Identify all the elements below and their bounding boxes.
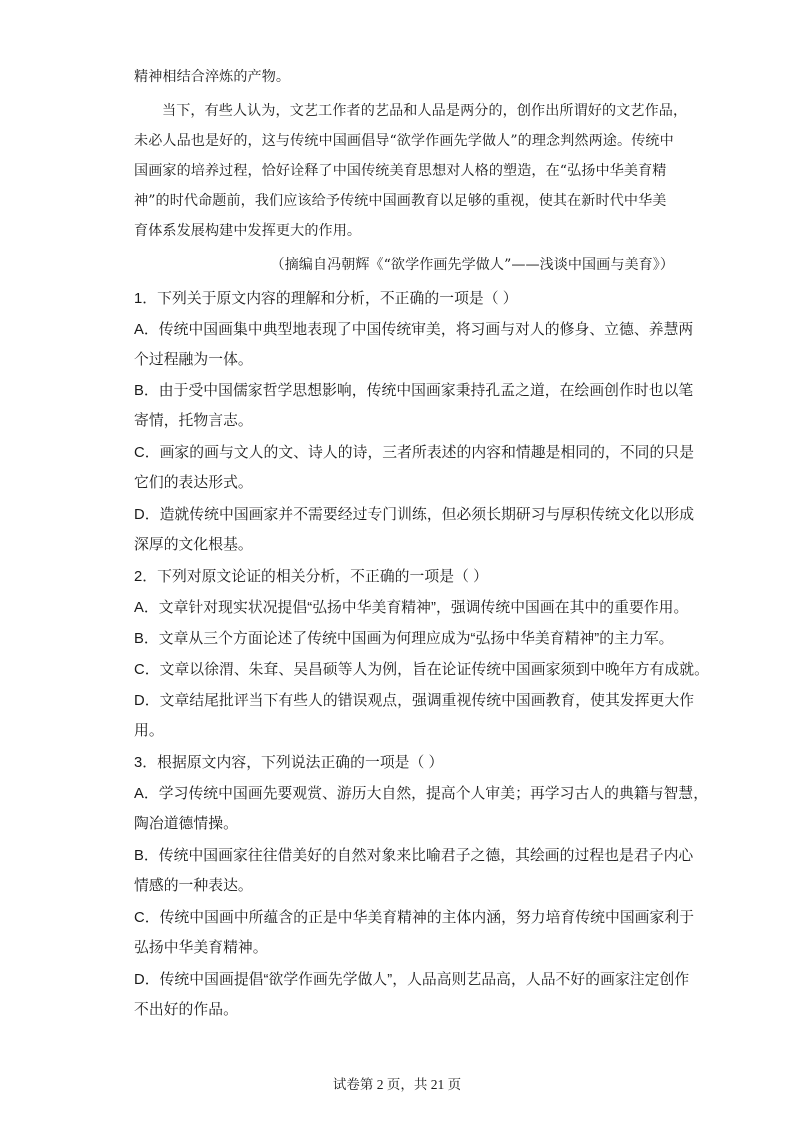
question-1-option-c-cont: 它们的表达形式。 bbox=[134, 475, 253, 491]
question-1-option-b: B．由于受中国儒家哲学思想影响，传统中国画家秉持孔孟之道，在绘画创作时也以笔 bbox=[134, 383, 694, 399]
passage-paragraph-start: 当下，有些人认为，文艺工作者的艺品和人品是两分的，创作出所谓好的文艺作品， bbox=[162, 103, 688, 119]
question-3-stem: 3．根据原文内容，下列说法正确的一项是（ ） bbox=[134, 755, 444, 771]
question-3-option-b-cont: 情感的一种表达。 bbox=[134, 878, 253, 894]
question-2-option-a: A．文章针对现实状况提倡“弘扬中华美育精神”，强调传统中国画在其中的重要作用。 bbox=[134, 600, 689, 616]
question-3-option-a: A．学习传统中国画先要观赏、游历大自然，提高个人审美；再学习古人的典籍与智慧， bbox=[134, 786, 709, 802]
question-1-option-d: D．造就传统中国画家并不需要经过专门训练，但必须长期研习与厚积传统文化以形成 bbox=[134, 507, 695, 523]
question-2-option-d: D．文章结尾批评当下有些人的错误观点，强调重视传统中国画教育，使其发挥更大作 bbox=[134, 693, 695, 709]
passage-line: 精神相结合淬炼的产物。 bbox=[134, 69, 291, 85]
passage-source: （摘编自冯朝辉《“欲学作画先学做人”——浅谈中国画与美育》） bbox=[270, 257, 674, 273]
question-3-option-d: D．传统中国画提倡“欲学作画先学做人”，人品高则艺品高，人品不好的画家注定创作 bbox=[134, 972, 690, 988]
question-3-option-b: B．传统中国画家往往借美好的自然对象来比喻君子之德，其绘画的过程也是君子内心 bbox=[134, 848, 694, 864]
question-1-option-c: C．画家的画与文人的文、诗人的诗，三者所表述的内容和情趣是相同的，不同的只是 bbox=[134, 445, 695, 461]
passage-line: 国画家的培养过程，恰好诠释了中国传统美育思想对人格的塑造，在“弘扬中华美育精 bbox=[134, 163, 667, 179]
question-3-option-c: C．传统中国画中所蕴含的正是中华美育精神的主体内涵，努力培育传统中国画家利于 bbox=[134, 910, 695, 926]
question-2-option-c: C．文章以徐渭、朱耷、吴昌硕等人为例，旨在论证传统中国画家须到中晚年方有成就。 bbox=[134, 662, 709, 678]
question-1-stem: 1．下列关于原文内容的理解和分析，不正确的一项是（ ） bbox=[134, 291, 518, 307]
question-3-option-a-cont: 陶冶道德情操。 bbox=[134, 816, 238, 832]
question-3-option-c-cont: 弘扬中华美育精神。 bbox=[134, 940, 268, 956]
page-footer: 试卷第 2 页，共 21 页 bbox=[332, 1077, 462, 1092]
passage-line: 育体系发展构建中发挥更大的作用。 bbox=[134, 223, 362, 239]
passage-line: 神”的时代命题前，我们应该给予传统中国画教育以足够的重视，使其在新时代中华美 bbox=[134, 193, 667, 209]
question-2-option-d-cont: 用。 bbox=[134, 723, 164, 739]
question-3-option-d-cont: 不出好的作品。 bbox=[134, 1002, 238, 1018]
question-1-option-a-cont: 个过程融为一体。 bbox=[134, 352, 253, 368]
question-1-option-a: A．传统中国画集中典型地表现了中国传统审美，将习画与对人的修身、立德、养慧两 bbox=[134, 322, 694, 338]
question-1-option-d-cont: 深厚的文化根基。 bbox=[134, 537, 253, 553]
question-2-stem: 2．下列对原文论证的相关分析，不正确的一项是（ ） bbox=[134, 569, 488, 585]
passage-line: 未必人品也是好的，这与传统中国画倡导“欲学作画先学做人”的理念判然两途。传统中 bbox=[134, 133, 674, 149]
question-2-option-b: B．文章从三个方面论述了传统中国画为何理应成为“弘扬中华美育精神”的主力军。 bbox=[134, 631, 674, 647]
question-1-option-b-cont: 寄情，托物言志。 bbox=[134, 413, 253, 429]
